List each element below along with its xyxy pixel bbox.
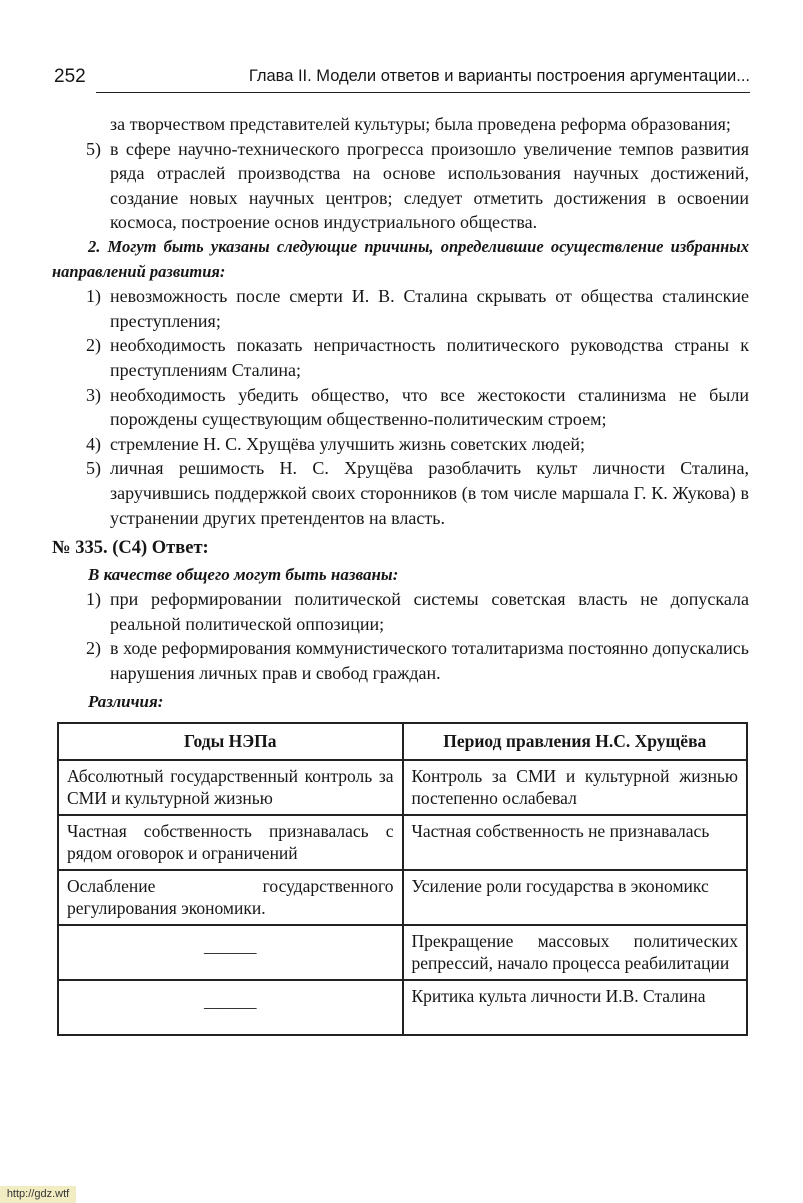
header-rule [96, 92, 750, 93]
page-number: 252 [54, 66, 86, 87]
list-item-number: 4) [86, 433, 101, 454]
table-cell: Ослабление государственного регулирования экономики. [58, 870, 403, 925]
column-header-nep: Годы НЭПа [58, 723, 403, 760]
page-body [52, 112, 749, 1036]
table-row [58, 980, 747, 1035]
list-item-text: необходимость показать непричастность политического руководства страны к преступлениям Сталина; [110, 335, 749, 380]
common-heading: В качестве общего могут быть названы: [88, 564, 399, 584]
comparison-table [57, 722, 748, 1036]
list-item-number: 5) [86, 458, 101, 479]
table-cell: Частная собственность не признавалась [403, 815, 748, 870]
list-item [52, 456, 749, 530]
table-cell-dash: ——— [58, 925, 403, 980]
list-item [52, 333, 749, 382]
list-item [52, 383, 749, 432]
list-item-text: в сфере научно-технического прогресса произошло увеличение темпов развития ряда отраслей производства на основе использования научных достижений, создание новых научных центров; следует отметить достижения в освоении космоса, построение основ индустриального общества. [110, 138, 749, 233]
list-item [52, 137, 749, 235]
list-item-number: 2) [86, 335, 101, 356]
list-item-text: невозможность после смерти И. В. Сталина скрывать от общества сталинские преступления; [110, 286, 749, 331]
table-row [58, 870, 747, 925]
list-item-number: 1) [86, 589, 101, 610]
list-item-text: необходимость убедить общество, что все жестокости сталинизма не были порождены существующим общественно-политическим строем; [110, 384, 749, 430]
list-item-text: при реформировании политической системы советская власть не допускала реальной политической оппозиции; [110, 589, 749, 634]
table-cell: Прекращение массовых политических репрессий, начало процесса реабилитации [403, 925, 748, 980]
list-item [52, 432, 749, 457]
list-item-text: в ходе реформирования коммунистического тоталитаризма постоянно допускались нарушения личных прав и свобод граждан. [110, 638, 749, 684]
page-header [50, 62, 750, 96]
differences-heading: Различия: [88, 691, 164, 711]
table-cell: Частная собственность признавалась с рядом оговорок и ограничений [58, 815, 403, 870]
table-row [58, 925, 747, 980]
list-item-number: 5) [86, 138, 101, 159]
list-item-number: 1) [86, 286, 101, 307]
task-title: № 335. (С4) Ответ: [52, 538, 209, 559]
running-title: Глава II. Модели ответов и варианты построения аргументации... [248, 67, 750, 85]
table-cell: Критика культа личности И.В. Сталина [403, 980, 748, 1035]
list-item-text: личная решимость Н. С. Хрущёва разоблачить культ личности Сталина, заручившись поддержкой своих сторонников (в том числе маршала Г. К. Жукова) в устранении других претендентов на власть. [110, 458, 749, 528]
table-cell-dash: ——— [58, 980, 403, 1035]
column-header-khrushchev: Период правления Н.С. Хрущёва [403, 723, 748, 760]
table-row [58, 760, 747, 815]
table-header-row [58, 723, 747, 760]
list-item-number: 3) [86, 384, 101, 405]
table-cell: Контроль за СМИ и культурной жизнью постепенно ослабевал [403, 760, 748, 815]
list-item [52, 636, 749, 685]
section-2-lead: 2. Могут быть указаны следующие причины, определившие осуществление избранных направлений развития: [52, 236, 749, 281]
list-item-text: стремление Н. С. Хрущёва улучшить жизнь советских людей; [110, 433, 586, 454]
table-cell: Усиление роли государства в экономикс [403, 870, 748, 925]
continued-paragraph: за творчеством представителей культуры; была проведена реформа образования; [110, 114, 731, 134]
table-row [58, 815, 747, 870]
list-item [52, 587, 749, 636]
list-item-number: 2) [86, 638, 101, 659]
list-item [52, 284, 749, 333]
table-cell: Абсолютный государственный контроль за СМИ и культурной жизнью [58, 760, 403, 815]
watermark-link[interactable]: http://gdz.wtf [0, 1186, 76, 1203]
